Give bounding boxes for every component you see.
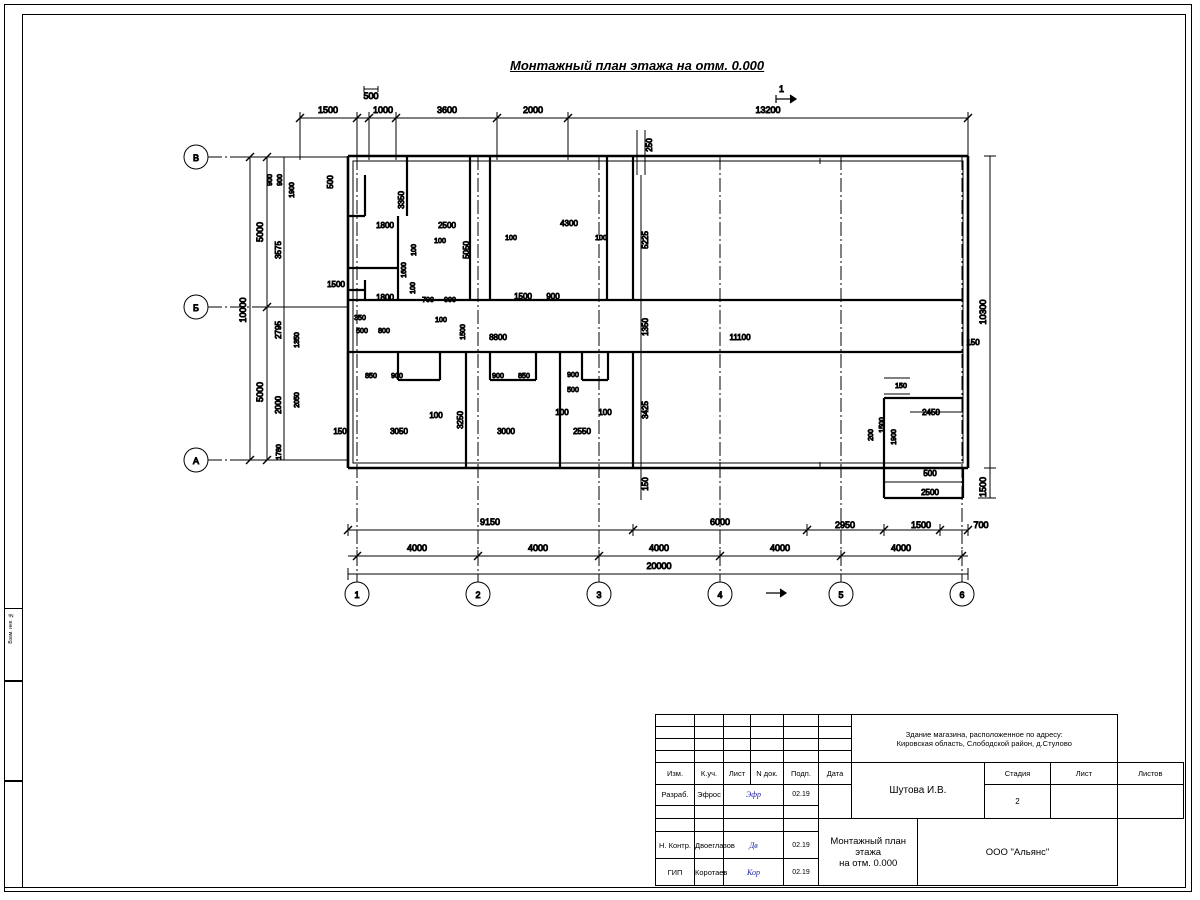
dim-800: 800 — [378, 328, 390, 335]
dim-top-2000: 2000 — [522, 105, 544, 115]
dim-top-13200: 13200 — [755, 105, 781, 115]
dim-8800: 8800 — [489, 333, 507, 342]
row-name-5: Коротаев — [695, 859, 724, 886]
row-date-1: 02.19 — [784, 784, 819, 806]
dim-500-c: 500 — [567, 387, 579, 394]
dim-inner-150b: 150 — [641, 477, 650, 491]
dim-2500: 2500 — [438, 221, 456, 230]
dim-500-d: 500 — [923, 469, 937, 478]
dim-right-150: 150 — [966, 338, 980, 347]
dim-5050: 5050 — [462, 241, 471, 259]
dim-2450: 2450 — [922, 408, 940, 417]
title-block — [655, 714, 1184, 886]
dim-3350: 3350 — [397, 191, 406, 209]
grid-letter-v: В — [192, 153, 200, 163]
dim-3250: 3250 — [456, 411, 465, 429]
dim-2550: 2550 — [573, 427, 591, 436]
row-name-1: Эфрос — [695, 784, 724, 806]
dim-11100: 11100 — [729, 333, 751, 342]
dim-left-2795: 2795 — [274, 321, 283, 339]
dim-left-5000-bottom: 5000 — [255, 381, 265, 403]
left-strip-label: Взам. инв. № — [8, 612, 14, 644]
dim-900-e: 900 — [567, 372, 579, 379]
dim-900-a: 900 — [444, 297, 456, 304]
sheet-title-line1: Монтажный план этажа — [830, 835, 907, 858]
dim-1500-c: 1500 — [514, 292, 532, 301]
row-date-4: 02.19 — [784, 832, 819, 859]
grid-number-4: 4 — [717, 590, 723, 600]
dim-100-f: 100 — [435, 317, 447, 324]
dim-2500-b: 2500 — [921, 488, 939, 497]
dim-4300: 4300 — [560, 219, 578, 228]
dim-100-g: 100 — [429, 411, 443, 420]
dim-100-c: 100 — [505, 235, 517, 242]
dim-left-1350: 1350 — [294, 332, 301, 348]
row-role-5: ГИП — [656, 859, 695, 886]
stage-label: Стадия — [984, 763, 1050, 785]
grid-number-3: 3 — [596, 590, 602, 600]
dim-bottom-2950: 2950 — [834, 520, 856, 530]
dim-total-20000: 20000 — [646, 561, 672, 571]
sheet-title-line2: на отм. 0.000 — [839, 857, 898, 869]
dim-900-c: 900 — [391, 373, 403, 380]
object-description-line1: Здание магазина, расположенное по адресу: — [905, 729, 1063, 739]
dim-inner-5225: 5225 — [641, 231, 650, 249]
dim-inner-3425: 3425 — [641, 401, 650, 419]
dim-1500-e: 1500 — [879, 417, 886, 433]
dim-900-b: 900 — [546, 292, 560, 301]
dim-1500-b: 1500 — [327, 280, 345, 289]
dim-850-b: 850 — [518, 373, 530, 380]
dim-inner-250: 250 — [645, 138, 654, 152]
dim-span-4000-1: 4000 — [406, 543, 428, 553]
dim-100-e: 100 — [410, 282, 417, 294]
lists-label: Листов — [1117, 763, 1183, 785]
grid-number-1: 1 — [354, 590, 360, 600]
list-label: Лист — [1051, 763, 1117, 785]
dim-150-a: 150 — [333, 427, 347, 436]
section-mark-label: 1 — [779, 84, 785, 94]
row-date-5: 02.19 — [784, 859, 819, 886]
dim-top-3600: 3600 — [436, 105, 458, 115]
dim-100-b: 100 — [411, 244, 418, 256]
dim-bottom-9150: 9150 — [479, 517, 501, 527]
dim-1800-b: 1800 — [376, 293, 394, 302]
dim-left-1780: 1780 — [276, 444, 283, 460]
col-podp: Подп. — [784, 763, 819, 785]
grid-letter-b: Б — [193, 303, 199, 313]
object-description-line2: Кировская область, Слободской район, д.Стулово — [896, 738, 1072, 748]
dim-left-5000-top: 5000 — [255, 221, 265, 243]
dim-right-10300: 10300 — [978, 299, 988, 325]
grid-number-5: 5 — [838, 590, 844, 600]
row-role-4: Н. Контр. — [656, 832, 695, 859]
dim-span-4000-3: 4000 — [648, 543, 670, 553]
dim-left-10000: 10000 — [238, 297, 248, 323]
dim-100-d: 100 — [595, 235, 607, 242]
dim-bottom-700: 700 — [973, 520, 989, 530]
dim-900-d: 900 — [492, 373, 504, 380]
col-ndok: N док. — [751, 763, 784, 785]
dim-100-h: 100 — [555, 408, 569, 417]
dim-top-1000: 1000 — [372, 105, 394, 115]
dim-left-2000: 2000 — [274, 396, 283, 414]
dim-span-4000-5: 4000 — [890, 543, 912, 553]
dim-left-900a: 900 — [267, 174, 274, 186]
col-kuch: К.уч. — [695, 763, 724, 785]
dim-100-a: 100 — [434, 238, 446, 245]
dim-200: 200 — [868, 429, 875, 441]
dim-700: 700 — [422, 297, 434, 304]
dim-left-900b: 900 — [277, 174, 284, 186]
col-list: Лист — [724, 763, 751, 785]
row-sign-1: Эфр — [724, 784, 784, 806]
grid-number-6: 6 — [959, 590, 965, 600]
dim-100-i: 100 — [598, 408, 612, 417]
col-data: Дата — [819, 763, 852, 785]
dim-right-1500: 1500 — [978, 476, 988, 498]
row-role-1: Разраб. — [656, 784, 695, 806]
dim-span-4000-4: 4000 — [769, 543, 791, 553]
col-izm: Изм. — [656, 763, 695, 785]
dim-1500-d: 1500 — [460, 324, 467, 340]
dim-left-1900: 1900 — [289, 182, 296, 198]
grid-letter-a: А — [192, 456, 200, 466]
dim-3000: 3000 — [497, 427, 515, 436]
company-name: ООО "Альянс" — [918, 819, 1117, 886]
page-title: Монтажный план этажа на отм. 0.000 — [510, 58, 765, 73]
dim-1600: 1600 — [401, 262, 408, 278]
dim-bottom-1500: 1500 — [910, 520, 932, 530]
dim-left-2050: 2050 — [294, 392, 301, 408]
dim-850: 850 — [365, 373, 377, 380]
dim-150-c: 150 — [895, 383, 907, 390]
grid-number-2: 2 — [475, 590, 481, 600]
dim-500-tl: 500 — [326, 175, 335, 189]
row-sign-5: Кор — [724, 859, 784, 886]
row-name-4: Двоеглазов — [695, 832, 724, 859]
dim-3050: 3050 — [390, 427, 408, 436]
row-sign-4: Дв — [724, 832, 784, 859]
dim-top-1500: 1500 — [317, 105, 339, 115]
dim-350: 350 — [354, 315, 366, 322]
dim-bottom-6000: 6000 — [709, 517, 731, 527]
dim-inner-1350: 1350 — [641, 318, 650, 336]
customer-name: Шутова И.В. — [852, 763, 985, 819]
dim-top-500: 500 — [363, 91, 379, 101]
list-value: 2 — [984, 784, 1050, 819]
dim-1800-a: 1800 — [376, 221, 394, 230]
dim-span-4000-2: 4000 — [527, 543, 549, 553]
dim-1900: 1900 — [891, 429, 898, 445]
dim-left-3575: 3575 — [274, 241, 283, 259]
dim-500-b: 500 — [356, 328, 368, 335]
